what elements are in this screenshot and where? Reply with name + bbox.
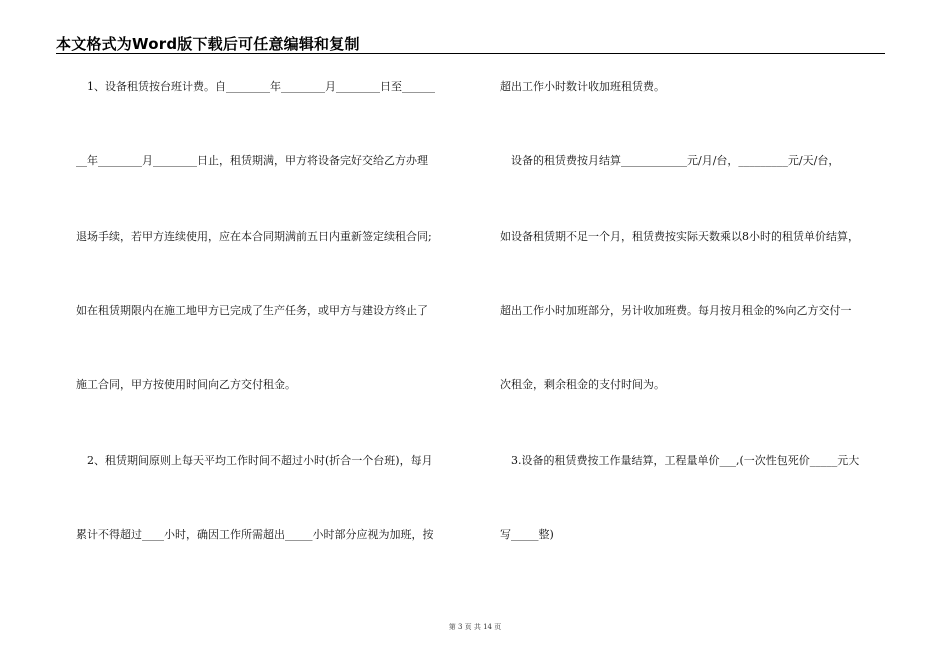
- left-line-1: 1、设备租赁按台班计费。自________年________月________日至______: [76, 80, 435, 93]
- right-line-3: 如设备租赁期不足一个月，租赁费按实际天数乘以8小时的租赁单价结算，: [500, 230, 859, 243]
- right-line-1: 超出工作小时数计收加班租赁费。: [500, 80, 665, 93]
- left-line-4: 如在租赁期限内在施工地甲方已完成了生产任务，或甲方与建设方终止了: [76, 304, 428, 317]
- left-line-2: __年________月________日止，租赁期满，甲方将设备完好交给乙方办理: [76, 154, 428, 167]
- left-line-5: 施工合同，甲方按使用时间向乙方交付租金。: [76, 378, 296, 391]
- page-header-title: 本文格式为Word版下载后可任意编辑和复制: [56, 35, 360, 53]
- right-line-4: 超出工作小时加班部分，另计收加班费。每月按月租金的%向乙方交付一: [500, 304, 852, 317]
- right-line-2: 设备的租赁费按月结算____________元/月/台，_________元/天/台，: [500, 154, 840, 167]
- right-line-6: 3.设备的租赁费按工作量结算，工程量单价___,(一次性包死价_____元大: [500, 454, 860, 467]
- right-line-5: 次租金，剩余租金的支付时间为。: [500, 378, 665, 391]
- right-line-7: 写_____整): [500, 528, 554, 541]
- left-line-3: 退场手续，若甲方连续使用，应在本合同期满前五日内重新签定续租合同;: [76, 230, 432, 243]
- left-line-6: 2、租赁期间原则上每天平均工作时间不超过小时(折合一个台班)，每月: [76, 454, 433, 467]
- header-divider: [56, 53, 885, 54]
- left-line-7: 累计不得超过____小时，确因工作所需超出_____小时部分应视为加班，按: [76, 528, 434, 541]
- page-number: 第 3 页 共 14 页: [448, 623, 502, 631]
